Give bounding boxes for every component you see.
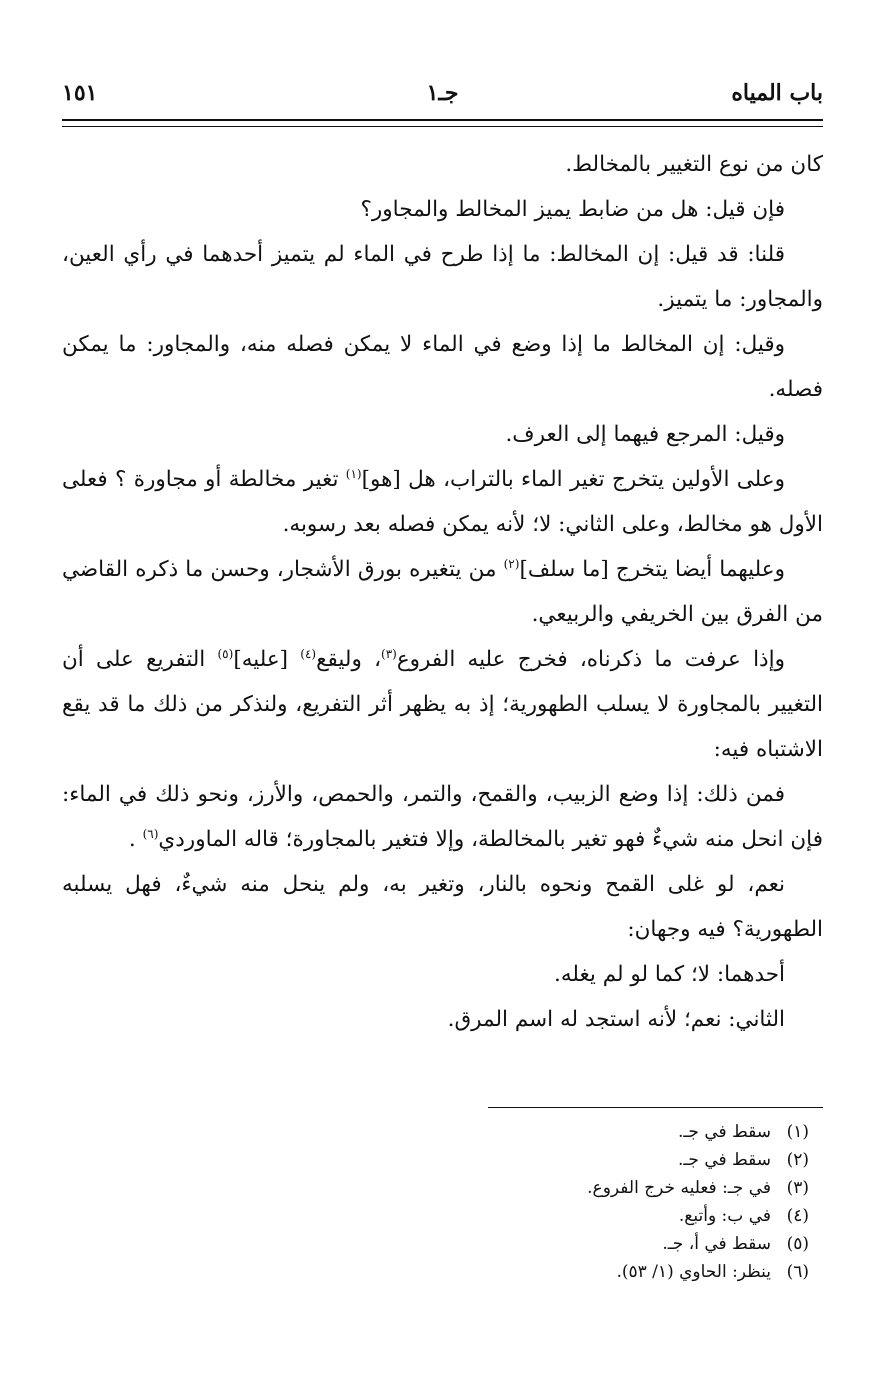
text-run: ، وليقع <box>316 647 382 672</box>
main-text <box>62 142 823 1042</box>
footnote-ref[interactable]: (٤) <box>300 646 317 661</box>
footnote-ref[interactable]: (٦) <box>142 826 159 841</box>
footnote-ref[interactable]: (١) <box>345 466 362 481</box>
footnote-ref[interactable]: (٢) <box>503 556 520 571</box>
footnote-number: (٥) <box>786 1234 809 1254</box>
text-run: من يتغيره بورق الأشجار، وحسن ما ذكره القاضي من الفرق بين الخريفي والربيعي. <box>62 557 823 627</box>
footnote-text: سقط في جـ. <box>678 1122 771 1142</box>
text-run: وعلى الأولين يتخرج تغير الماء بالتراب، هل [هو] <box>361 467 785 492</box>
text-run: . <box>128 827 143 852</box>
paragraph: الثاني: نعم؛ لأنه استجد له اسم المرق. <box>447 1007 785 1032</box>
footnote <box>200 1258 809 1286</box>
footnote <box>200 1230 809 1258</box>
footnote-text: سقط في جـ. <box>678 1150 771 1170</box>
footnotes <box>200 1118 809 1286</box>
text-run: فمن ذلك: إذا وضع الزبيب، والقمح، والتمر، والحمص، والأرز، ونحو ذلك في الماء: فإن انحل منه شيءٌ فهو تغير بالمخالطة، وإلا فتغير بالمجاورة؛ قاله الماوردي <box>62 782 823 852</box>
paragraph: نعم، لو غلى القمح ونحوه بالنار، وتغير به، ولم ينحل منه شيءٌ، فهل يسلبه الطهورية؟ فيه وجهان: <box>62 872 823 942</box>
paragraph <box>62 772 823 862</box>
page-number: ١٥١ <box>62 80 98 106</box>
footnote-ref[interactable]: (٥) <box>217 646 234 661</box>
text-run: تغير مخالطة أو مجاورة ؟ فعلى الأول هو مخالط، وعلى الثاني: لا؛ لأنه يمكن فصله بعد رسوبه. <box>62 467 823 537</box>
footnote <box>200 1146 809 1174</box>
footnote-text: في ب: وأتبع. <box>678 1206 771 1226</box>
footnote-number: (٦) <box>786 1262 809 1282</box>
footnote-ref[interactable]: (٣) <box>381 646 397 661</box>
footnote-number: (٢) <box>786 1150 809 1170</box>
text-run: [عليه] <box>233 647 301 672</box>
text-run: وإذا عرفت ما ذكرناه، فخرج عليه الفروع <box>396 647 785 672</box>
paragraph: وقيل: إن المخالط ما إذا وضع في الماء لا يمكن فصله منه، والمجاور: ما يمكن فصله. <box>62 332 823 402</box>
header-rule-thick <box>62 119 823 121</box>
footnote <box>200 1202 809 1230</box>
chapter-title: باب المياه <box>731 80 823 106</box>
footnote-number: (٤) <box>786 1206 809 1226</box>
paragraph: فإن قيل: هل من ضابط يميز المخالط والمجاور؟ <box>360 197 785 222</box>
header-rule-thin <box>62 126 823 127</box>
text-run: التفريع على أن التغيير بالمجاورة لا يسلب الطهورية؛ إذ به يظهر أثر التفريع، ولنذكر من ذلك ما قد يقع الاشتباه فيه: <box>62 647 823 762</box>
paragraph <box>62 547 823 637</box>
footnote <box>200 1174 809 1202</box>
footnote-number: (١) <box>786 1122 809 1142</box>
footnote-text: ينظر: الحاوي (١/ ٥٣). <box>616 1262 771 1282</box>
paragraph: قلنا: قد قيل: إن المخالط: ما إذا طرح في الماء لم يتميز أحدهما في رأي العين، والمجاور: ما يتميز. <box>62 242 823 312</box>
text-run: وعليهما أيضا يتخرج [ما سلف] <box>519 557 785 582</box>
footnote-text: في جـ: فعليه خرج الفروع. <box>587 1178 771 1198</box>
paragraph: وقيل: المرجع فيهما إلى العرف. <box>505 422 785 447</box>
paragraph <box>62 637 823 772</box>
paragraph: أحدهما: لا؛ كما لو لم يغله. <box>554 962 785 987</box>
footnote-number: (٣) <box>786 1178 809 1198</box>
footnote-text: سقط في أ، جـ. <box>662 1234 771 1254</box>
running-header <box>62 80 823 120</box>
footnote <box>200 1118 809 1146</box>
footnote-separator <box>488 1107 823 1108</box>
paragraph <box>62 457 823 547</box>
paragraph: كان من نوع التغيير بالمخالط. <box>565 152 823 177</box>
volume-label: جـ١ <box>426 80 459 106</box>
